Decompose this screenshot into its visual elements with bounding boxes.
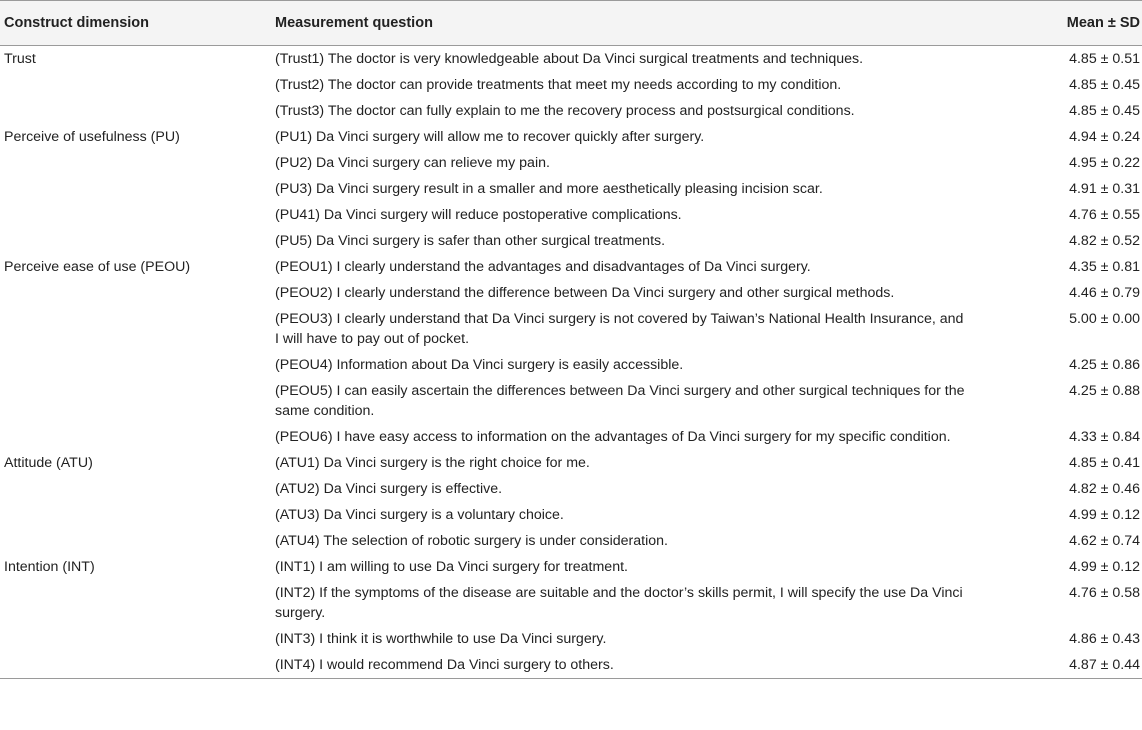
table-header-row <box>0 1 1142 46</box>
header-construct-dimension: Construct dimension <box>0 1 272 46</box>
table-row <box>0 254 1142 280</box>
construct-dimension-cell <box>0 476 272 502</box>
measurement-question-cell: (ATU1) Da Vinci surgery is the right choice for me. <box>275 455 590 471</box>
mean-sd-cell: 4.76 ± 0.58 <box>1069 585 1140 601</box>
table-row <box>0 228 1142 254</box>
table-row <box>0 176 1142 202</box>
table-row <box>0 98 1142 124</box>
table-row <box>0 450 1142 476</box>
construct-dimension-cell <box>0 378 272 424</box>
mean-sd-cell: 4.85 ± 0.41 <box>1069 455 1140 471</box>
table-row <box>0 150 1142 176</box>
table-row <box>0 46 1142 73</box>
construct-dimension-cell <box>0 352 272 378</box>
construct-dimension-cell: Perceive of usefulness (PU) <box>4 129 180 145</box>
construct-dimension-cell <box>0 652 272 679</box>
mean-sd-cell: 4.62 ± 0.74 <box>1069 533 1140 549</box>
construct-dimension-cell <box>0 626 272 652</box>
measurement-question-cell: (INT4) I would recommend Da Vinci surgery to others. <box>272 652 988 679</box>
table-row <box>0 424 1142 450</box>
measurement-question-cell: (INT3) I think it is worthwhile to use Da Vinci surgery. <box>275 631 607 647</box>
construct-dimension-cell <box>0 202 272 228</box>
mean-sd-cell: 4.25 ± 0.86 <box>1069 357 1140 373</box>
measurement-question-cell: (PU41) Da Vinci surgery will reduce postoperative complications. <box>275 207 682 223</box>
mean-sd-cell: 4.82 ± 0.52 <box>1069 233 1140 249</box>
mean-sd-cell: 4.87 ± 0.44 <box>988 652 1142 679</box>
measurement-question-cell: (PEOU1) I clearly understand the advantages and disadvantages of Da Vinci surgery. <box>275 259 811 275</box>
mean-sd-cell: 4.94 ± 0.24 <box>1069 129 1140 145</box>
construct-dimension-cell <box>0 176 272 202</box>
measurement-question-cell: (ATU2) Da Vinci surgery is effective. <box>275 481 503 497</box>
construct-dimension-cell <box>0 150 272 176</box>
measurement-question-cell: (PEOU3) I clearly understand that Da Vinci surgery is not covered by Taiwan’s National Health Insurance, and I will have to pay out of pocket. <box>275 311 964 347</box>
mean-sd-cell: 4.99 ± 0.12 <box>1069 559 1140 575</box>
construct-dimension-cell <box>0 280 272 306</box>
table-row <box>0 554 1142 580</box>
measurement-question-cell: (PU5) Da Vinci surgery is safer than other surgical treatments. <box>275 233 666 249</box>
mean-sd-cell: 4.46 ± 0.79 <box>1069 285 1140 301</box>
measurement-question-cell: (INT2) If the symptoms of the disease are suitable and the doctor’s skills permit, I will specify the use Da Vinci surgery. <box>275 585 963 621</box>
table-row <box>0 528 1142 554</box>
table-row <box>0 306 1142 352</box>
table-row <box>0 124 1142 150</box>
construct-dimension-cell <box>0 72 272 98</box>
construct-dimension-cell <box>0 228 272 254</box>
construct-dimension-cell: Intention (INT) <box>4 559 95 575</box>
table-row <box>0 202 1142 228</box>
measurement-question-cell: (PEOU5) I can easily ascertain the differences between Da Vinci surgery and other surgical techniques for the same condition. <box>275 383 965 419</box>
measurement-question-cell: (PU1) Da Vinci surgery will allow me to recover quickly after surgery. <box>275 129 705 145</box>
mean-sd-cell: 4.85 ± 0.51 <box>1069 51 1140 67</box>
table-row <box>0 378 1142 424</box>
construct-dimension-cell <box>0 98 272 124</box>
table-body <box>0 46 1142 679</box>
construct-dimension-cell: Trust <box>4 51 36 67</box>
table-row <box>0 580 1142 626</box>
construct-dimension-cell: Attitude (ATU) <box>4 455 93 471</box>
measurement-question-cell: (PEOU4) Information about Da Vinci surgery is easily accessible. <box>275 357 684 373</box>
mean-sd-cell: 5.00 ± 0.00 <box>1069 311 1140 327</box>
measurement-question-cell: (PU3) Da Vinci surgery result in a smaller and more aesthetically pleasing incision scar. <box>275 181 823 197</box>
header-mean-sd: Mean ± SD <box>988 1 1142 46</box>
mean-sd-cell: 4.85 ± 0.45 <box>1069 103 1140 119</box>
table-row <box>0 626 1142 652</box>
measurement-question-cell: (Trust3) The doctor can fully explain to me the recovery process and postsurgical conditions. <box>275 103 855 119</box>
mean-sd-cell: 4.25 ± 0.88 <box>1069 383 1140 399</box>
table-row <box>0 652 1142 679</box>
mean-sd-cell: 4.99 ± 0.12 <box>1069 507 1140 523</box>
table-row <box>0 72 1142 98</box>
measurement-question-cell: (ATU4) The selection of robotic surgery is under consideration. <box>275 533 668 549</box>
construct-dimension-cell <box>0 424 272 450</box>
measurement-question-cell: (Trust2) The doctor can provide treatments that meet my needs according to my condition. <box>275 77 842 93</box>
construct-dimension-cell: Perceive ease of use (PEOU) <box>4 259 191 275</box>
measurement-question-cell: (Trust1) The doctor is very knowledgeable about Da Vinci surgical treatments and techniques. <box>275 51 864 67</box>
measurement-question-cell: (PU2) Da Vinci surgery can relieve my pain. <box>275 155 550 171</box>
construct-dimension-cell <box>0 306 272 352</box>
measurement-question-cell: (ATU3) Da Vinci surgery is a voluntary choice. <box>275 507 564 523</box>
mean-sd-cell: 4.85 ± 0.45 <box>1069 77 1140 93</box>
mean-sd-cell: 4.86 ± 0.43 <box>1069 631 1140 647</box>
mean-sd-cell: 4.76 ± 0.55 <box>1069 207 1140 223</box>
construct-dimension-cell <box>0 580 272 626</box>
header-measurement-question: Measurement question <box>272 1 988 46</box>
mean-sd-cell: 4.35 ± 0.81 <box>1069 259 1140 275</box>
measurement-question-cell: (PEOU2) I clearly understand the difference between Da Vinci surgery and other surgical methods. <box>275 285 895 301</box>
measurement-question-cell: (PEOU6) I have easy access to information on the advantages of Da Vinci surgery for my specific condition. <box>275 429 951 445</box>
construct-dimension-cell <box>0 502 272 528</box>
mean-sd-cell: 4.91 ± 0.31 <box>1069 181 1140 197</box>
table-row <box>0 352 1142 378</box>
measurement-question-cell: (INT1) I am willing to use Da Vinci surgery for treatment. <box>275 559 628 575</box>
mean-sd-cell: 4.95 ± 0.22 <box>1069 155 1140 171</box>
mean-sd-cell: 4.33 ± 0.84 <box>1069 429 1140 445</box>
table-row <box>0 280 1142 306</box>
table-row <box>0 476 1142 502</box>
construct-dimension-cell <box>0 528 272 554</box>
table-row <box>0 502 1142 528</box>
mean-sd-cell: 4.82 ± 0.46 <box>1069 481 1140 497</box>
